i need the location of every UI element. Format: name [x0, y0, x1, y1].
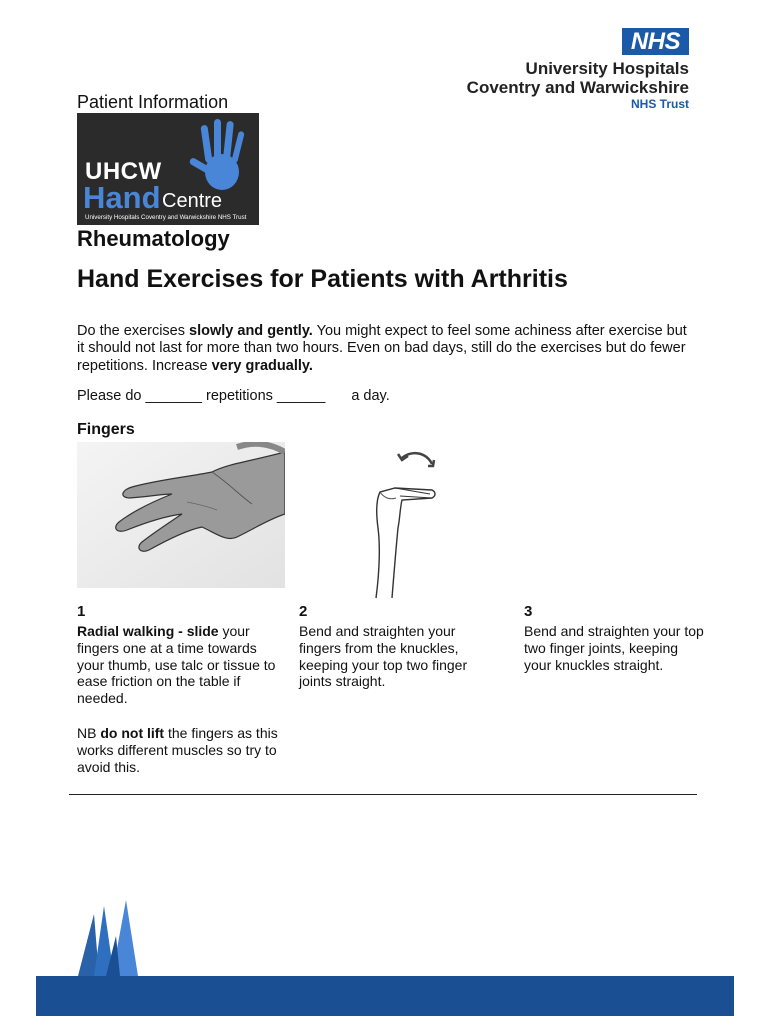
exercise-number-1: 1	[77, 603, 86, 620]
hand-drawing-knuckle-bend	[350, 448, 445, 600]
emphasis-very-gradually: very gradually.	[211, 357, 313, 374]
intro-paragraph: Do the exercises slowly and gently. You might expect to feel some achiness after exercise but it should not last for more than two hours. Even on bad days, still do the exercises but do fewer repetitions. Increase very gradually.	[77, 323, 687, 374]
hand-print-icon	[187, 117, 257, 197]
logo-uhcw-text: UHCW	[85, 158, 162, 185]
repetitions-line: Please do _______ repetitions ______ a day.	[77, 388, 390, 404]
cathedral-spires-graphic	[36, 896, 156, 978]
exercise-number-2: 2	[299, 603, 308, 620]
nhs-logo: NHS	[622, 28, 689, 55]
logo-centre-text: Centre	[162, 190, 223, 212]
footer-band	[36, 976, 734, 1016]
exercise-number-3: 3	[524, 603, 533, 620]
trust-name-line3: NHS Trust	[630, 97, 689, 111]
exercise-1-lead: Radial walking - slide	[77, 623, 219, 639]
section-heading-fingers: Fingers	[77, 421, 135, 438]
hand-centre-logo	[77, 113, 259, 225]
exercise-3-description: Bend and straighten your top two finger joints, keeping your knuckles straight.	[524, 623, 704, 673]
logo-subtitle: University Hospitals Coventry and Warwickshire NHS Trust	[85, 214, 247, 221]
page-title: Hand Exercises for Patients with Arthritis	[77, 265, 568, 293]
exercise-1-description: Radial walking - slide your fingers one at a time towards your thumb, use talc or tissue to ease friction on the table if needed.	[77, 623, 276, 707]
exercise-2-description: Bend and straighten your fingers from the knuckles, keeping your top two finger joints straight.	[299, 623, 468, 690]
patient-information-label: Patient Information	[77, 92, 229, 112]
department-heading: Rheumatology	[77, 226, 230, 251]
emphasis-do-not-lift: do not lift	[100, 725, 165, 741]
emphasis-slowly-gently: slowly and gently.	[189, 323, 313, 339]
logo-hand-text: Hand	[83, 180, 161, 215]
exercise-1-note: NB do not lift the fingers as this works different muscles so try to avoid this.	[77, 725, 278, 775]
trust-name-line1: University Hospitals	[525, 59, 689, 78]
horizontal-divider	[69, 794, 697, 795]
trust-name-line2: Coventry and Warwickshire	[466, 78, 689, 97]
hand-photo-radial-walking	[77, 442, 285, 588]
